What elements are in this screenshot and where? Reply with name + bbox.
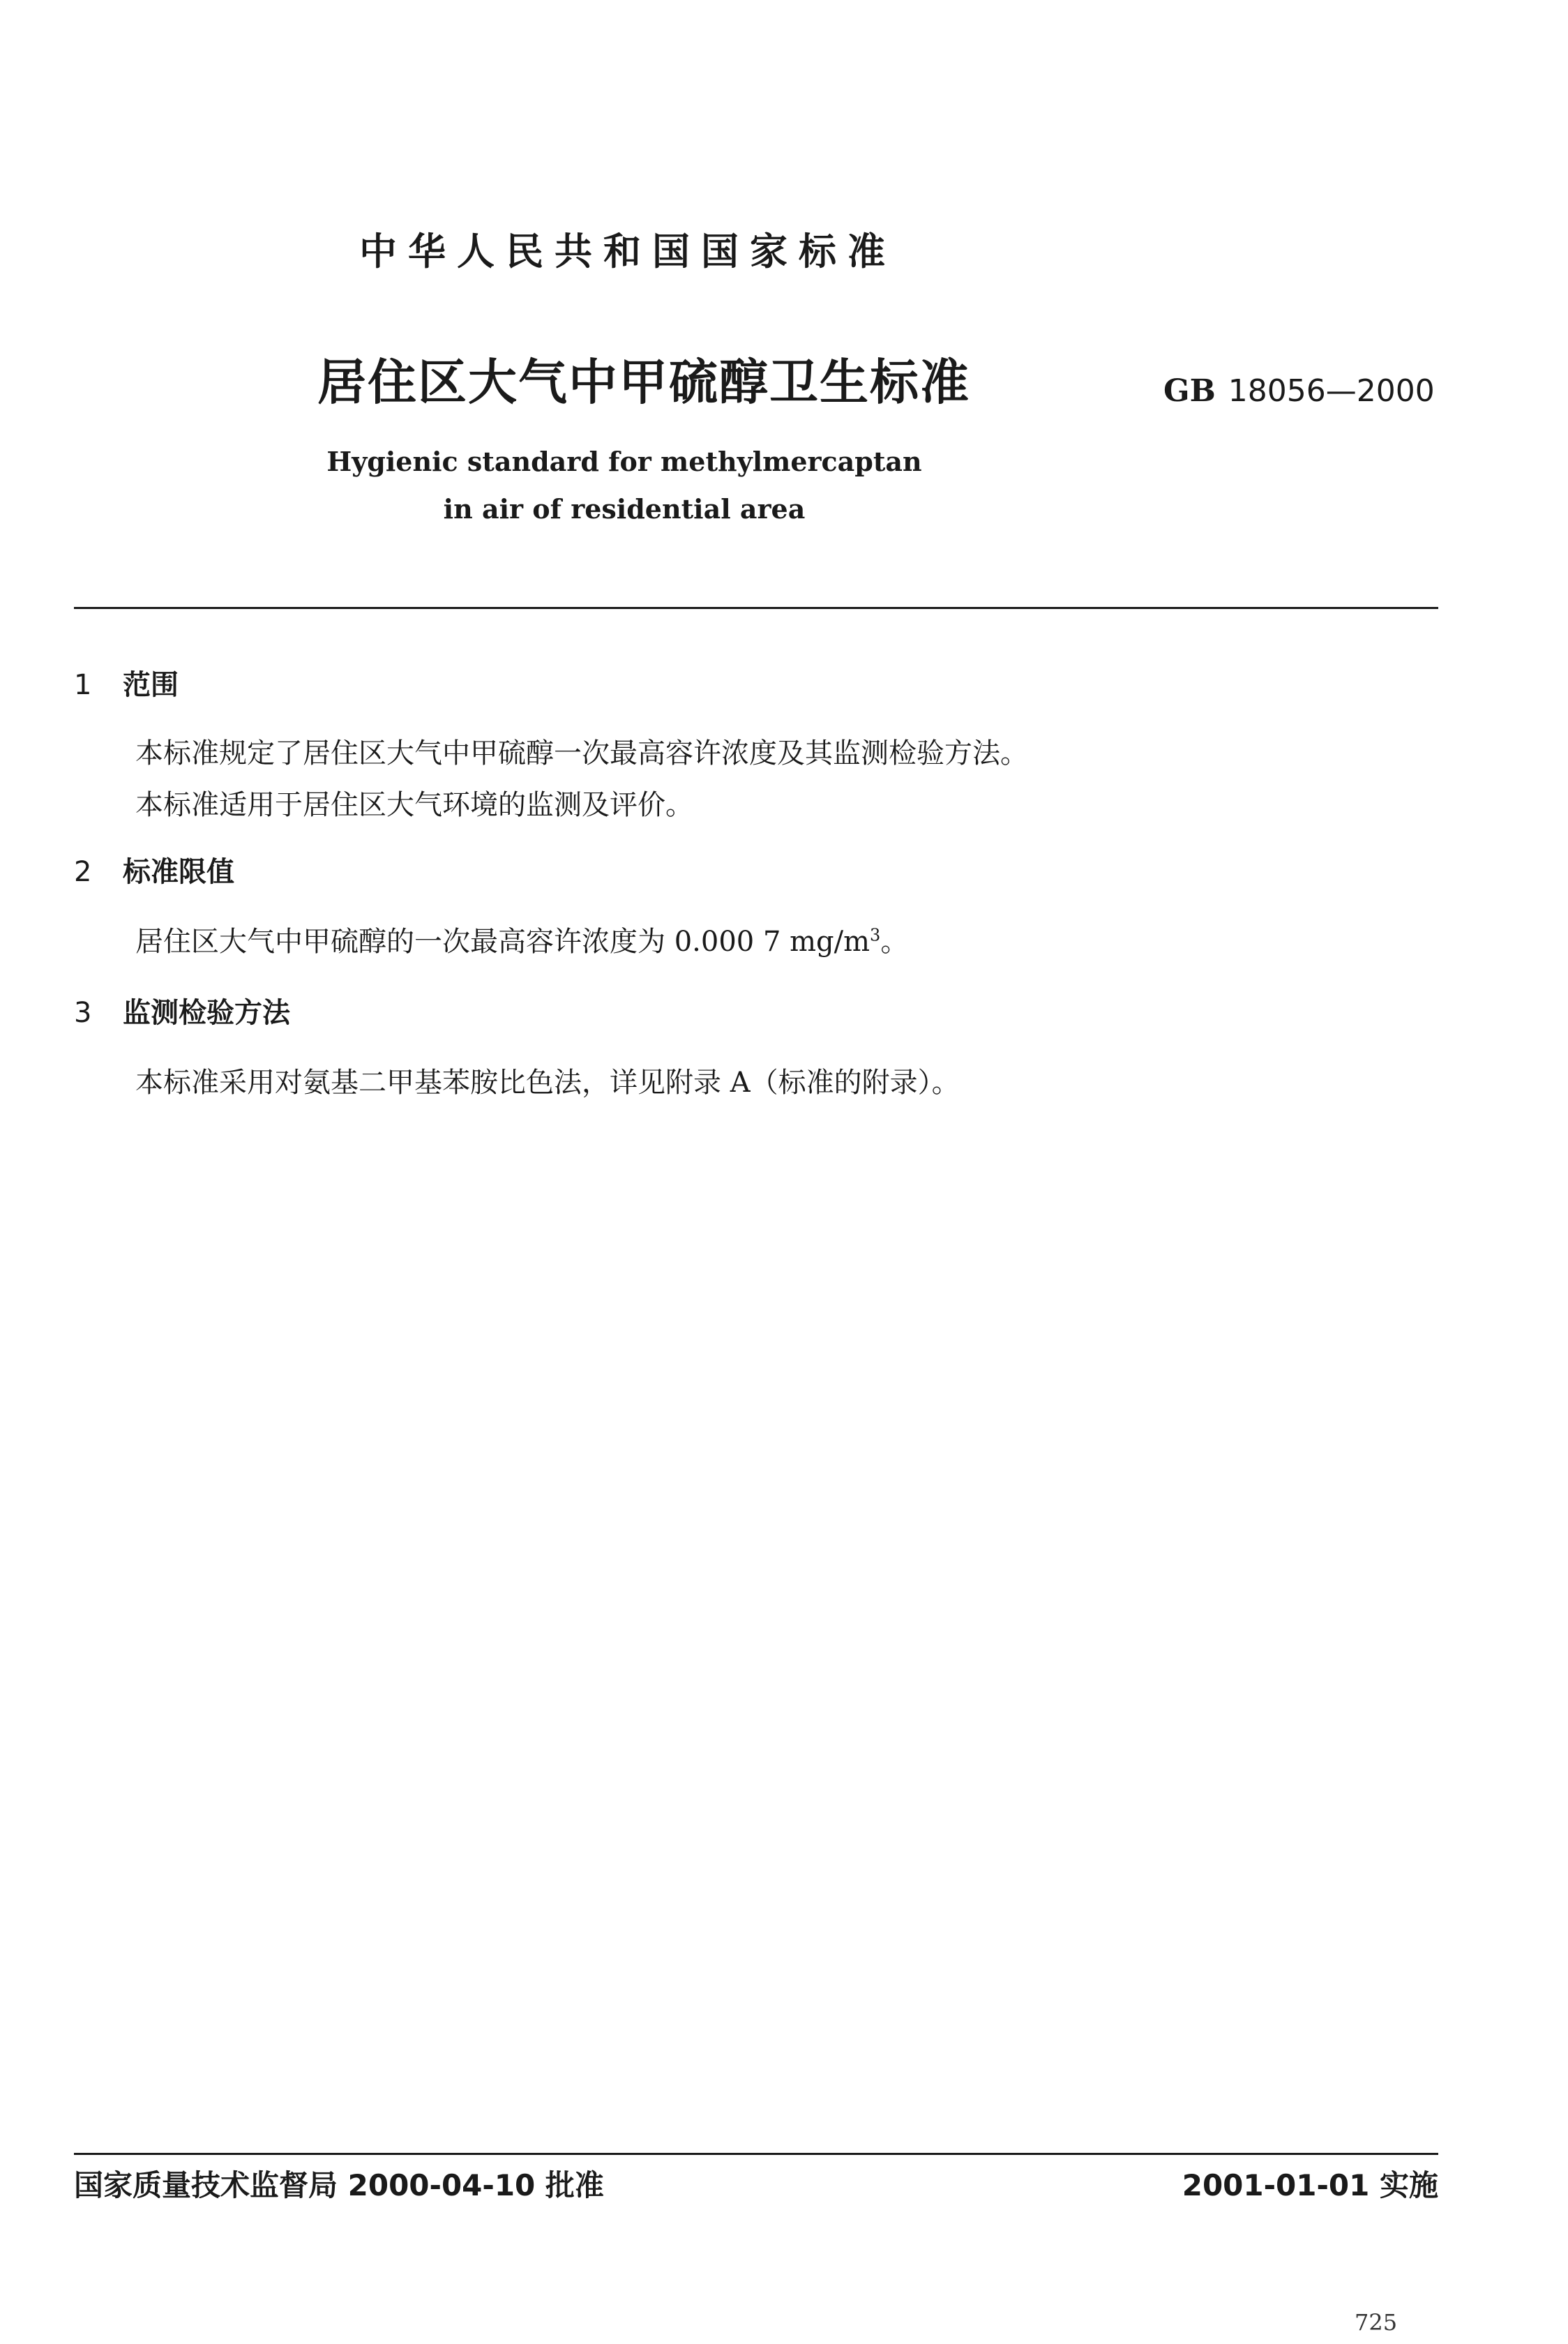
section-3-heading	[74, 991, 290, 1030]
section-number: 2	[74, 856, 92, 888]
section-3-paragraph-1: 本标准采用对氨基二甲基苯胺比色法，详见附录 A（标准的附录）。	[135, 1067, 960, 1099]
section-title: 范围	[123, 669, 179, 701]
limit-suffix: 。	[880, 926, 909, 958]
section-1-heading	[74, 663, 179, 703]
effective-date: 2001-01-01 实施	[1182, 2168, 1438, 2202]
section-1-paragraph-1: 本标准规定了居住区大气中甲硫醇一次最高容许浓度及其监测检验方法。	[135, 737, 1028, 769]
page-number: 725	[1355, 2309, 1398, 2336]
standard-code	[1163, 373, 1435, 409]
document-title-en	[0, 438, 1249, 533]
limit-text: 居住区大气中甲硫醇的一次最高容许浓度为 0.000 7 mg/m	[135, 926, 870, 958]
title-en-line-2: in air of residential area	[443, 493, 806, 525]
section-2-heading	[74, 850, 234, 889]
section-2-paragraph-1	[135, 919, 908, 959]
section-title: 监测检验方法	[123, 997, 290, 1029]
approval-info: 国家质量技术监督局 2000-04-10 批准	[74, 2168, 604, 2202]
title-en-line-1: Hygienic standard for methylmercaptan	[326, 446, 922, 477]
section-1-paragraph-2: 本标准适用于居住区大气环境的监测及评价。	[135, 789, 693, 821]
standard-type-heading: 中华人民共和国国家标准	[359, 230, 896, 273]
document-title-cn: 居住区大气中甲硫醇卫生标准	[317, 354, 970, 411]
standard-code-number: 18056—2000	[1228, 373, 1435, 409]
section-number: 1	[74, 669, 92, 701]
section-number: 3	[74, 997, 92, 1029]
standard-code-prefix: GB	[1163, 373, 1216, 409]
unit-superscript: 3	[870, 925, 881, 945]
footer-divider	[74, 2153, 1438, 2155]
header-divider	[74, 607, 1438, 609]
section-title: 标准限值	[123, 856, 234, 888]
